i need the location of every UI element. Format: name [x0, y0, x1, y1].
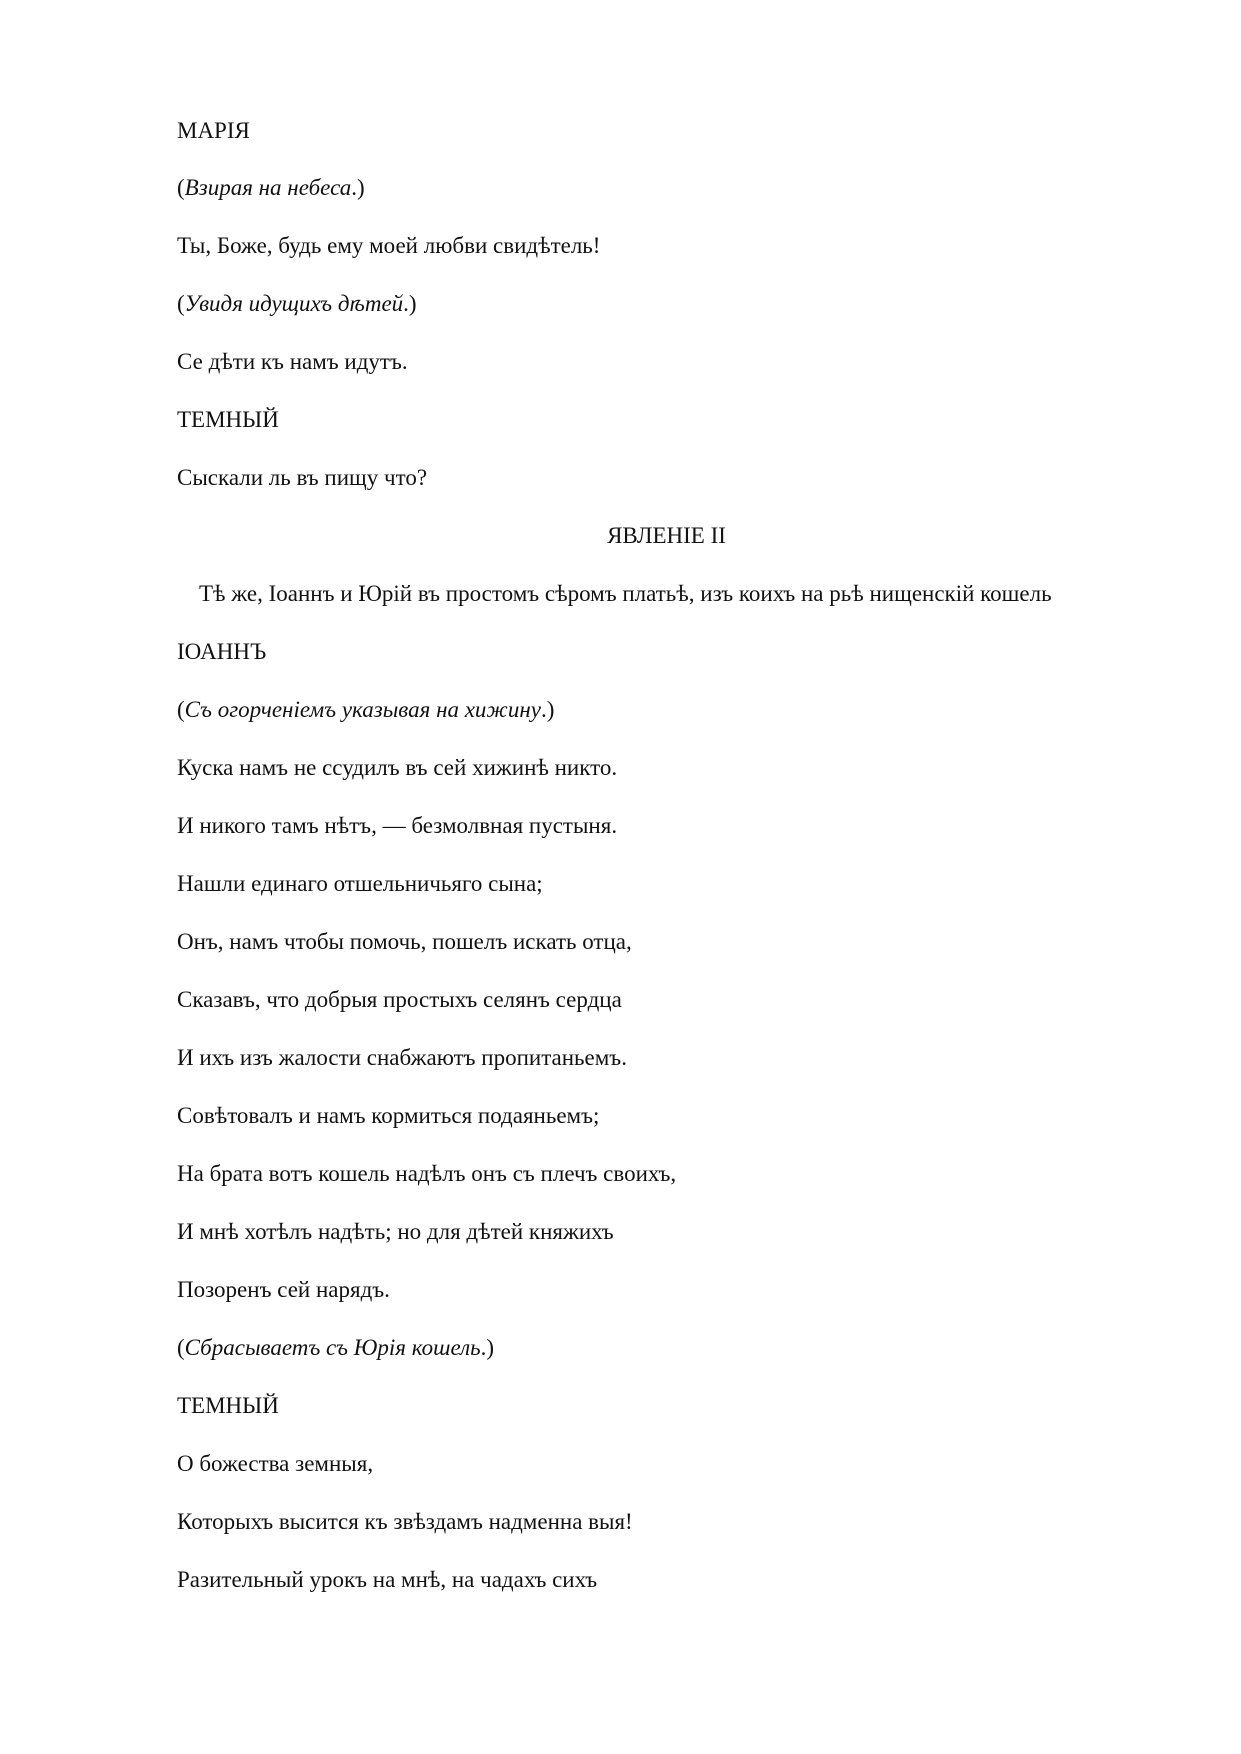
verse-line: Разительный урокъ на мнѣ, на чадахъ сихъ [177, 1567, 598, 1592]
direction-text: Взирая на небеса [184, 175, 352, 200]
stage-direction [177, 695, 554, 725]
verse-line: Нашли единаго отшельничьяго сына; [177, 871, 543, 896]
speaker-name: ТЕМНЫЙ [177, 407, 279, 432]
stage-direction [177, 173, 365, 203]
speaker-name: МАРІЯ [177, 118, 250, 143]
verse-line: Онъ, намъ чтобы помочь, пошелъ искать отца, [177, 929, 632, 954]
verse-line: Которыхъ высится къ звѣздамъ надменна выя! [177, 1509, 633, 1534]
verse-line: И ихъ изъ жалости снабжаютъ пропитаньемъ. [177, 1045, 627, 1070]
direction-text: Увидя идущихъ дѣтей [184, 291, 404, 316]
stage-direction [177, 1333, 494, 1363]
verse-line: И никого тамъ нѣтъ, — безмолвная пустыня. [177, 813, 618, 838]
paren-close: .) [351, 175, 365, 200]
verse-line: Ты, Боже, будь ему моей любви свидѣтель! [177, 233, 601, 258]
paren-open: ( [177, 291, 185, 316]
verse-line: Совѣтовалъ и намъ кормиться подаяньемъ; [177, 1103, 600, 1128]
paren-close: .) [403, 291, 417, 316]
paren-open: ( [177, 697, 185, 722]
speaker-name: ІОАННЪ [177, 639, 267, 664]
verse-line: О божества земныя, [177, 1451, 374, 1476]
paren-open: ( [177, 175, 185, 200]
stage-direction [177, 289, 417, 319]
verse-line: Се дѣти къ намъ идутъ. [177, 349, 408, 374]
verse-line: На брата вотъ кошель надѣлъ онъ съ плечъ своихъ, [177, 1161, 677, 1186]
verse-line: Позоренъ сей нарядъ. [177, 1277, 390, 1302]
speaker-name: ТЕМНЫЙ [177, 1393, 279, 1418]
paren-open: ( [177, 1335, 185, 1360]
verse-line: Сказавъ, что добрыя простыхъ селянъ сердца [177, 987, 622, 1012]
scene-heading: ЯВЛЕНІЕ II [607, 523, 726, 548]
direction-text: Сбрасываетъ съ Юрія кошель [184, 1335, 481, 1360]
verse-line: И мнѣ хотѣлъ надѣть; но для дѣтей княжихъ [177, 1219, 614, 1244]
verse-line: Сыскали ль въ пищу что? [177, 465, 428, 490]
paren-close: .) [480, 1335, 495, 1360]
verse-line: Куска намъ не ссудилъ въ сей хижинѣ никто. [177, 755, 618, 780]
paren-close: .) [540, 697, 555, 722]
direction-text: Съ огорченіемъ указывая на хижину [184, 697, 541, 722]
stage-note: Тѣ же, Іоаннъ и Юрій въ простомъ сѣромъ платьѣ, изъ коихъ на рьѣ нищенскій кошель [199, 581, 1052, 606]
